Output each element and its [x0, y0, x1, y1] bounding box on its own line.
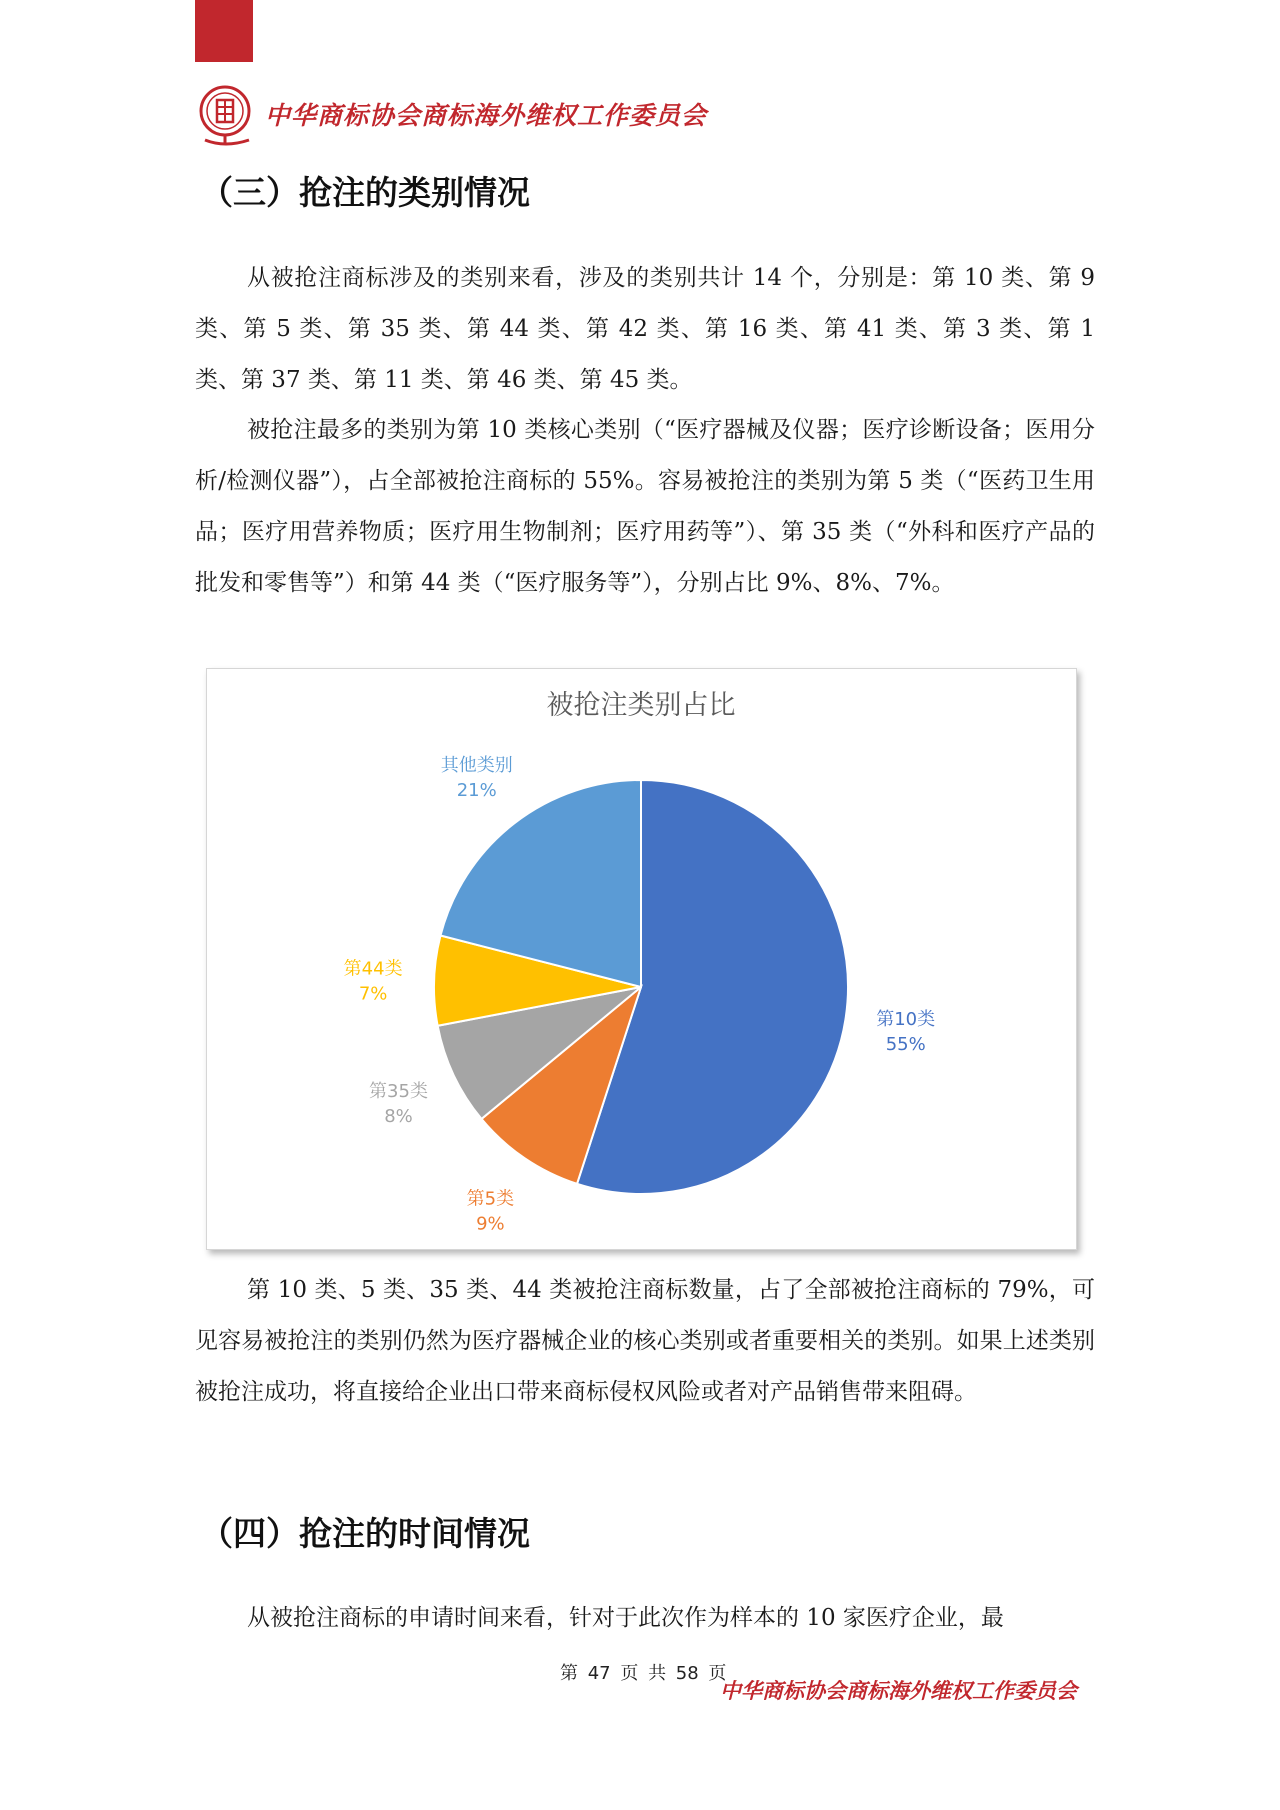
pie-label-name-3: 第44类: [343, 958, 403, 980]
pie-label-name-4: 其他类别: [440, 755, 513, 777]
paragraph-top-categories: 被抢注最多的类别为第 10 类核心类别（“医疗器械及仪器；医疗诊断设备；医用分析/检测仪器”），占全部被抢注商标的 55%。容易被抢注的类别为第 5 类（“医药卫生用品；医疗用营养物质；医疗用生物制剂；医疗用药等”）、第 35 类（“外科和医疗产品的批发和零售等”）和第 44 类（“医疗服务等”），分别占比 9%、8%、7%。: [195, 417, 1095, 596]
pie-slices: [434, 780, 848, 1194]
pie-label-pct-3: 7%: [358, 983, 388, 1005]
page-header: [195, 78, 895, 150]
pie-label-pct-4: 21%: [456, 780, 497, 802]
pie-label-name-2: 第35类: [369, 1081, 428, 1103]
paragraph-timing: 从被抢注商标的申请时间来看，针对于此次作为样本的 10 家医疗企业，最: [247, 1605, 1004, 1631]
pie-label-pct-2: 8%: [384, 1106, 413, 1128]
pie-label-pct-1: 9%: [476, 1213, 505, 1235]
pie-label-name-1: 第5类: [466, 1188, 515, 1210]
section-title-timing: （四）抢注的时间情况: [200, 1514, 530, 1553]
paragraph-summary: 第 10 类、5 类、35 类、44 类被抢注商标数量，占了全部被抢注商标的 79%，可见容易被抢注的类别仍然为医疗器械企业的核心类别或者重要相关的类别。如果上述类别被抢注成功，将直接给企业出口带来商标侵权风险或者对产品销售带来阻碍。: [195, 1277, 1095, 1405]
header-red-block: [195, 0, 253, 62]
header-org-name: 中华商标协会商标海外维权工作委员会: [265, 101, 708, 130]
page-number: 第 47 页 共 58 页: [560, 1663, 727, 1684]
pie-label-name-0: 第10类: [876, 1008, 936, 1030]
pie-label-pct-0: 55%: [885, 1033, 926, 1055]
footer-org-name: 中华商标协会商标海外维权工作委员会: [720, 1678, 1077, 1703]
chart-title: 被抢注类别占比: [546, 690, 736, 721]
association-logo-icon: [195, 78, 259, 150]
pie-chart-panel: [206, 668, 1077, 1250]
paragraph-category-list: 从被抢注商标涉及的类别来看，涉及的类别共计 14 个，分别是：第 10 类、第 9 类、第 5 类、第 35 类、第 44 类、第 42 类、第 16 类、第 41 类、第 3 类、第 1 类、第 37 类、第 11 类、第 46 类、第 45 类。: [195, 265, 1095, 393]
section-title-categories: （三）抢注的类别情况: [200, 173, 530, 212]
pie-chart: [207, 669, 1076, 1249]
